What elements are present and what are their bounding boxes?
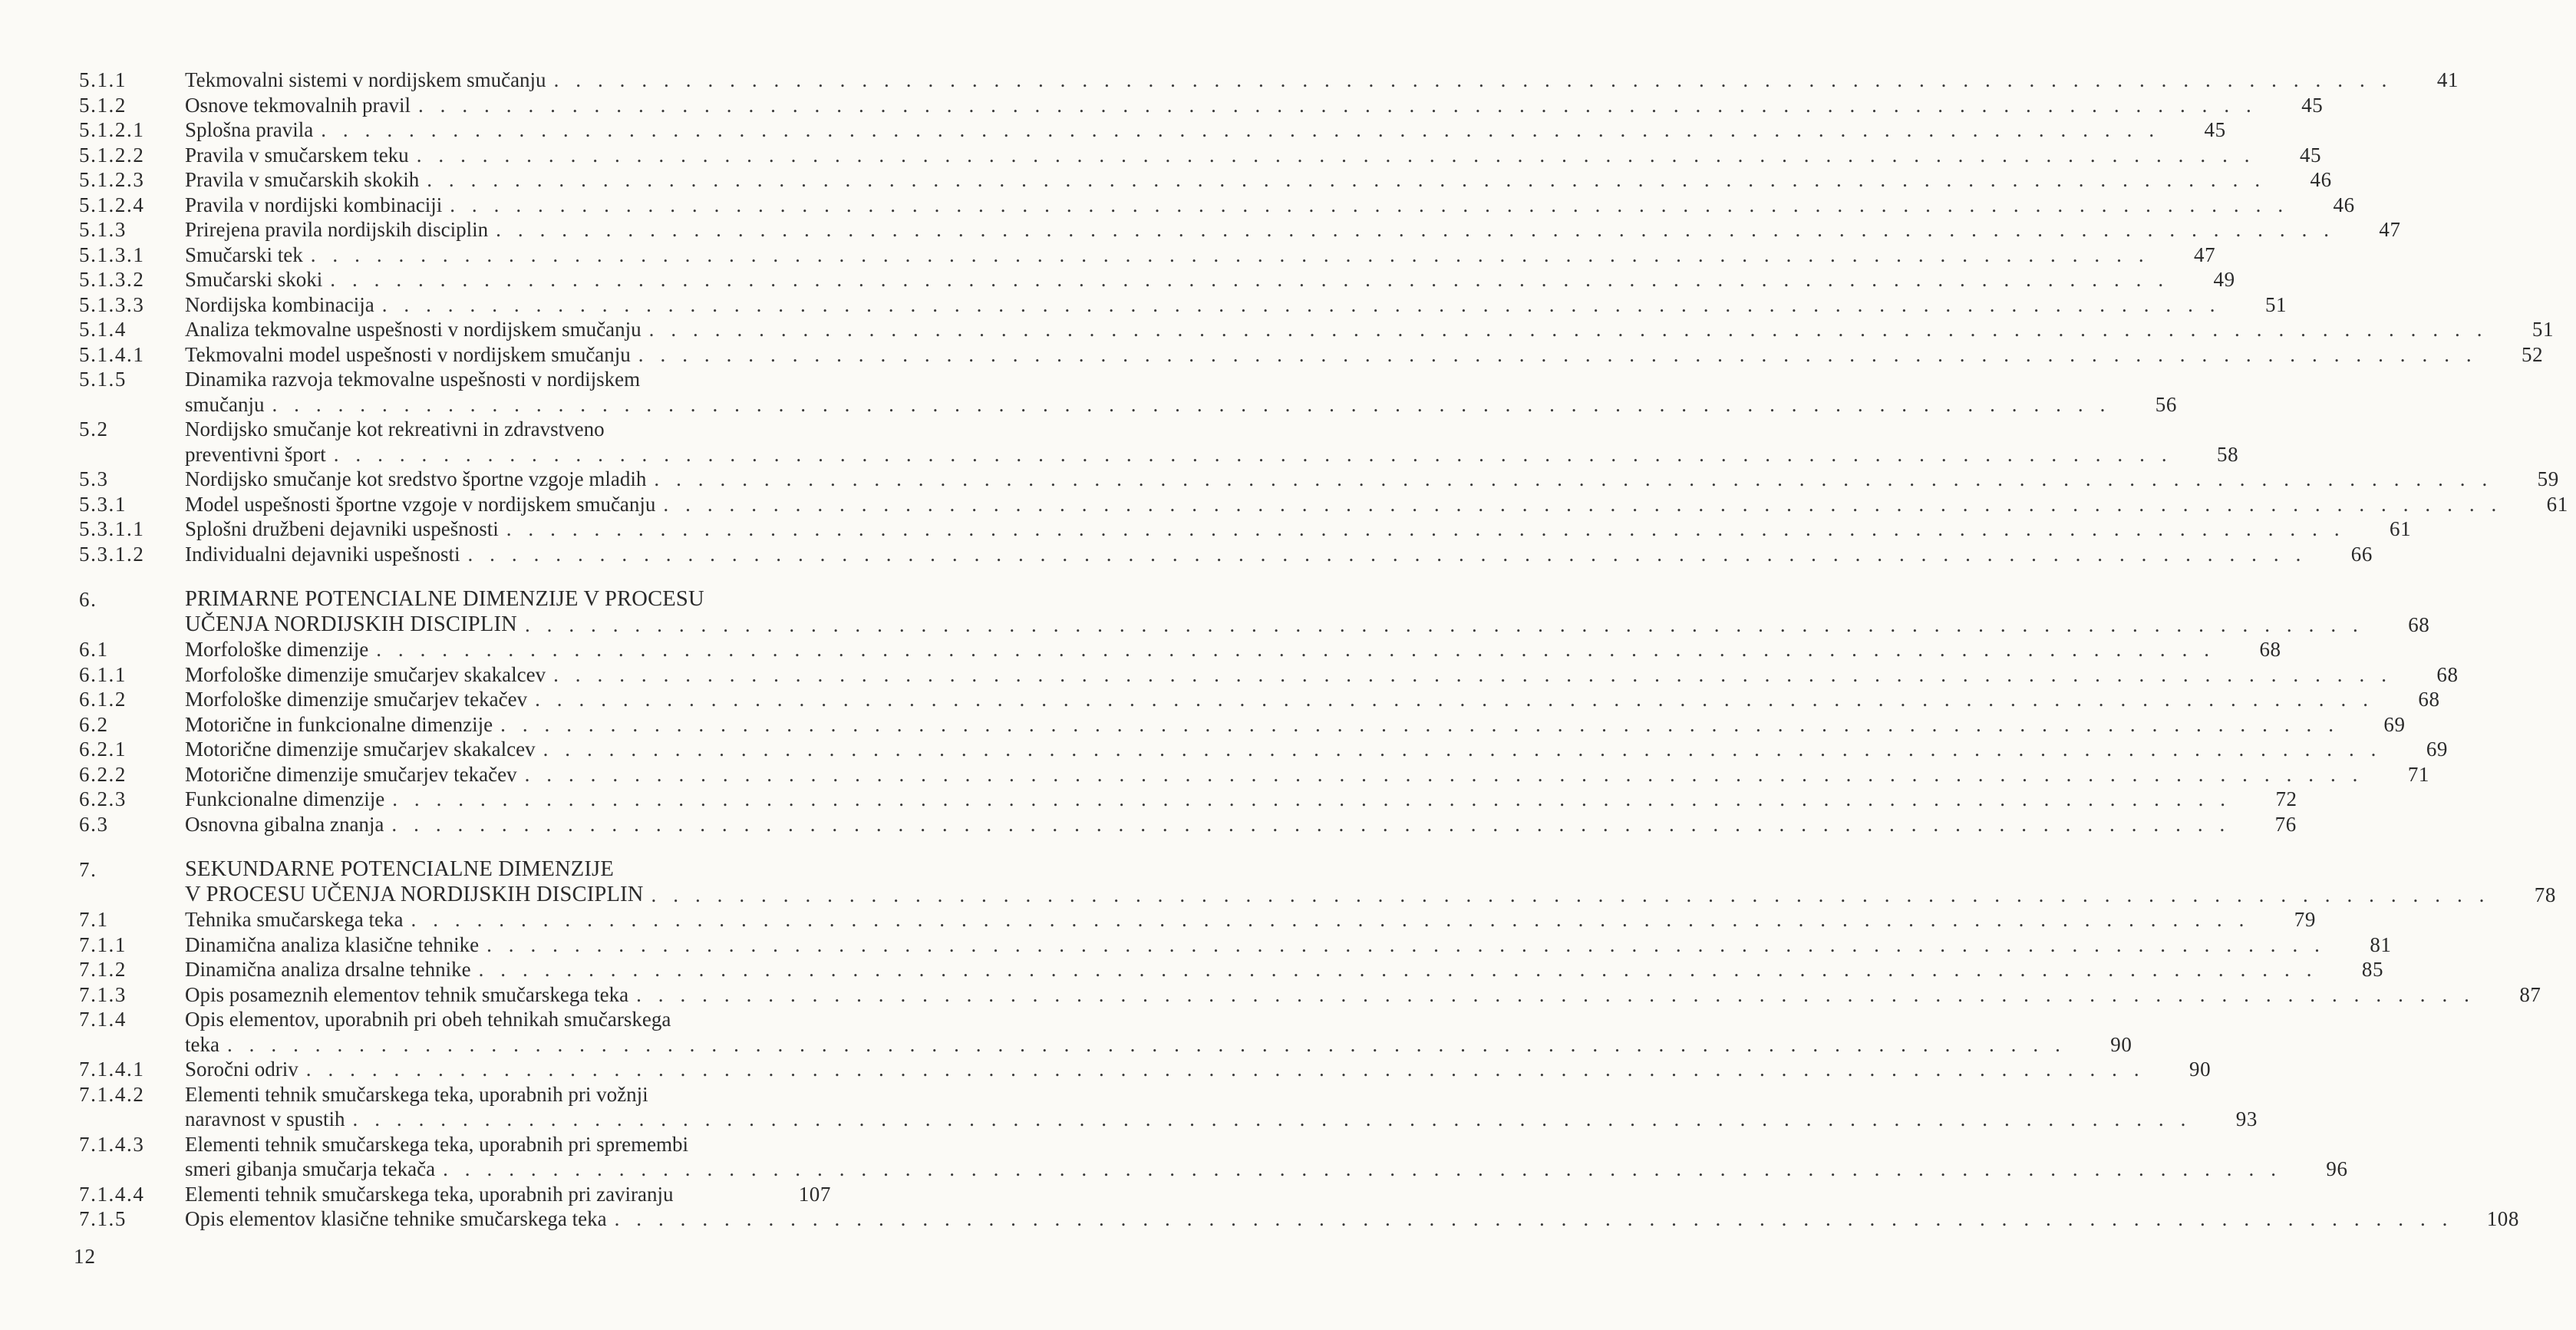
section-number: 5.1.2.2 (79, 143, 145, 167)
page-reference: 76 (2274, 812, 2297, 836)
section-title: Funkcionalne dimenzije (185, 787, 385, 810)
dot-leader: . . . . . . . . . . . . . . . . . . . . . . . . . . . . . . . . . . . . . . . . . . . . . . . . . . . . . . . . . . . . . . . . . . . . . . . . . . . . . . . . . . . . (654, 467, 2493, 490)
section-number: 6. (79, 588, 97, 611)
toc-entry (79, 1057, 2212, 1082)
toc-entry (79, 542, 2373, 567)
section-number: 5.1.3.1 (79, 243, 145, 266)
section-title: Dinamika razvoja tekmovalne uspešnosti v nordijskem (185, 368, 641, 391)
entry-line (185, 167, 2340, 193)
entry-line (185, 1082, 2265, 1107)
dot-leader: . . . . . . . . . . . . . . . . . . . . . . . . . . . . . . . . . . . . . . . . . . . . . . . . . . . . . . . . . . . . . . . . . . . . . . . . . . . . . . . . . . . . (376, 638, 2215, 661)
dot-leader: . . . . . . . . . . . . . . . . . . . . . . . . . . . . . . . . . . . . . . . . . . . . . . . . . . . . . . . . . . . . . . . . . . . . . . . . . . . . . . . . . . . . (333, 442, 2173, 466)
dot-leader: . . . . . . . . . . . . . . . . . . . . . . . . . . . . . . . . . . . . . . . . . . . . . . . . . . . . . . . . . . . . . . . . . . . . . . . . . . . . . . . . . . . . (381, 292, 2221, 316)
section-title: Tehnika smučarskega teka (185, 908, 404, 931)
page-reference: 93 (2235, 1107, 2258, 1130)
entry-body (185, 542, 2380, 567)
entry-line (185, 907, 2324, 932)
section-number: 7.1.3 (79, 982, 127, 1006)
section-number: 7.1.4.4 (79, 1182, 145, 1206)
entry-body (185, 492, 2576, 517)
section-title: Elementi tehnik smučarskega teka, uporabnih pri zaviranju (185, 1182, 674, 1206)
page-reference: 90 (2110, 1032, 2132, 1056)
section-number: 7.1.2 (79, 958, 127, 981)
section-number: 6.1.2 (79, 688, 127, 711)
entry-line (185, 492, 2576, 517)
toc-entry (79, 857, 2556, 907)
entry-line (185, 883, 2564, 908)
entry-body (185, 587, 2437, 637)
toc-entry (79, 762, 2430, 787)
entry-body (185, 367, 2185, 417)
entry-line (185, 857, 2564, 883)
page-reference: 78 (2534, 883, 2556, 906)
entry-body (185, 687, 2448, 712)
table-of-contents (79, 68, 2568, 1232)
entry-body (185, 292, 2294, 318)
entry-line (185, 516, 2419, 542)
entry-line (185, 117, 2234, 143)
dot-leader: . . . . . . . . . . . . . . . . . . . . . . . . . . . . . . . . . . . . . . . . . . . . . . . . . . . . . . . . . . . . . . . . . . . . . . . . . . . . . . . . . . . . (467, 542, 2307, 566)
section-title: Smučarski skoki (185, 268, 323, 291)
dot-leader: . . . . . . . . . . . . . . . . . . . . . . . . . . . . . . . . . . . . . . . . . . . . . . . . . . . . . . . . . . . . . . . . . . . . . . . . . . . . . . . . . . . . (500, 712, 2340, 736)
section-title: Splošni družbeni dejavniki uspešnosti (185, 517, 499, 540)
section-number: 7.1.4.2 (79, 1082, 145, 1106)
entry-line (185, 637, 2289, 662)
page-reference: 68 (2259, 638, 2281, 661)
section-number: 5.2 (79, 417, 109, 441)
page-reference: 46 (2310, 168, 2332, 191)
toc-entry (79, 292, 2287, 318)
section-title: smeri gibanja smučarja tekača (185, 1157, 436, 1180)
entry-line (185, 662, 2466, 688)
dot-leader: . . . . . . . . . . . . . . . . . . . . . . . . . . . . . . . . . . . . . . . . . . . . . . . . . . . . . . . . . . . . . . . . . . . . . . . . . . . . . . . . . . . . (417, 93, 2258, 117)
page-reference: 71 (2407, 762, 2430, 786)
entry-line (185, 1032, 2139, 1058)
page-reference: 96 (2326, 1157, 2348, 1180)
toc-entry (79, 217, 2401, 243)
dot-leader: . . . . . . . . . . . . . . . . . . . . . . . . . . . . . . . . . . . . . . . . . . . . . . . . . . . . . . . . . . . . . . . . . . . . . . . . . . . . . . . . . . . . (648, 318, 2489, 341)
section-number: 6.2.2 (79, 762, 127, 786)
dot-leader: . . . . . . . . . . . . . . . . . . . . . . . . . . . . . . . . . . . . . . . . . . . . . . . . . . . . . . . . . . . . . . . . . . . . . . . . . . . . . . . . . . . . (226, 1032, 2066, 1056)
entry-line (185, 243, 2223, 268)
entry-line (185, 542, 2380, 567)
entry-body (185, 93, 2330, 118)
entry-line (185, 143, 2329, 168)
section-title: Individualni dejavniki uspešnosti (185, 542, 460, 566)
entry-body (185, 1206, 2527, 1232)
page-reference: 47 (2379, 218, 2401, 241)
section-title: Osnovna gibalna znanja (185, 812, 384, 836)
section-title: Pravila v smučarskih skokih (185, 168, 420, 191)
section-title: Soročni odriv (185, 1058, 298, 1081)
entry-body (185, 342, 2551, 368)
toc-entry (79, 243, 2216, 268)
entry-line (185, 1157, 2356, 1182)
toc-entry (79, 907, 2316, 932)
page-reference: 68 (2418, 688, 2440, 711)
toc-entry (79, 982, 2541, 1008)
dot-leader: . . . . . . . . . . . . . . . . . . . . . . . . . . . . . . . . . . . . . . . . . . . . . . . . . . . . . . . . . . . . . . . . . . . . . . . . . . . . . . . . . . . . (478, 958, 2318, 981)
section-number: 5.3 (79, 467, 109, 490)
page-reference: 85 (2361, 958, 2384, 981)
toc-entry (79, 787, 2297, 812)
dot-leader: . . . . . . . . . . . . . . . . . . . . . . . . . . . . . . . . . . . . . . . . . . . . . . . . . . . . . . . . . . . . . . . . . . . . . . . . . . . . . . . . . . . . (321, 118, 2160, 141)
page-reference: 51 (2264, 292, 2287, 316)
entry-line (185, 193, 2363, 218)
entry-body (185, 243, 2223, 268)
entry-body (185, 193, 2363, 218)
entry-line (185, 267, 2243, 292)
dot-leader: . . . . . . . . . . . . . . . . . . . . . . . . . . . . . . . . . . . . . . . . . . . . . . . . . . . . . . . . . . . . . . . . . . . . . . . . . . . . . . . . . . . . (450, 193, 2289, 216)
section-number: 5.3.1 (79, 492, 127, 516)
toc-entry (79, 1182, 839, 1207)
dot-leader: . . . . . . . . . . . . . . . . . . . . . . . . . . . . . . . . . . . . . . . . . . . . . . . . . . . . . . . . . . . . . . . . . . . . . . . . . . . . . . . . . . . . (305, 1058, 2146, 1081)
page-reference: 41 (2436, 68, 2459, 91)
entry-body (185, 1082, 2265, 1132)
entry-body (185, 812, 2304, 837)
entry-body (185, 787, 2305, 812)
entry-line (185, 367, 2185, 392)
section-title: Dinamična analiza klasične tehnike (185, 932, 480, 956)
section-title: Osnove tekmovalnih pravil (185, 93, 411, 117)
page-reference: 46 (2333, 193, 2355, 216)
section-title: Elementi tehnik smučarskega teka, uporabnih pri spremembi (185, 1132, 689, 1156)
entry-line (185, 292, 2294, 318)
page-reference: 66 (2350, 542, 2373, 566)
entry-line (185, 68, 2466, 93)
section-title: teka (185, 1032, 219, 1056)
entry-body (185, 467, 2567, 492)
page-reference: 68 (2436, 662, 2459, 686)
entry-line (185, 467, 2567, 492)
toc-entry (79, 417, 2239, 467)
page-reference: 51 (2531, 318, 2555, 341)
entry-body (185, 762, 2437, 787)
toc-entry (79, 737, 2449, 762)
toc-entry (79, 812, 2297, 837)
entry-body (185, 417, 2246, 467)
section-title: Dinamična analiza drsalne tehnike (185, 958, 471, 981)
section-title: Pravila v nordijski kombinaciji (185, 193, 443, 216)
entry-line (185, 317, 2561, 342)
section-title: Tekmovalni model uspešnosti v nordijskem smučanju (185, 342, 631, 366)
toc-entry (79, 932, 2392, 958)
page-reference: 61 (2546, 492, 2568, 516)
section-title: SEKUNDARNE POTENCIALNE DIMENZIJE (185, 857, 614, 881)
section-title: Motorične in funkcionalne dimenzije (185, 712, 493, 736)
section-number: 5.1.1 (79, 68, 127, 91)
section-title: Pravila v smučarskem teku (185, 143, 409, 167)
section-number: 5.3.1.1 (79, 517, 145, 540)
toc-entry (79, 167, 2332, 193)
entry-line (185, 932, 2400, 958)
toc-entry (79, 516, 2412, 542)
dot-leader: . . . . . . . . . . . . . . . . . . . . . . . . . . . . . . . . . . . . . . . . . . . . . . . . . . . . . . . . . . . . . . . . . . . . . . . . . . . . . . . . . . . . (411, 908, 2250, 931)
section-number: 7.1.4.3 (79, 1132, 145, 1156)
entry-line (185, 712, 2413, 738)
entry-body (185, 1182, 839, 1207)
page-reference: 56 (2155, 392, 2177, 416)
toc-entry (79, 467, 2559, 492)
section-title: smučanju (185, 392, 265, 416)
entry-line (185, 1007, 2139, 1032)
toc-entry (79, 367, 2177, 417)
section-number: 5.1.2.1 (79, 118, 145, 141)
section-title: Motorične dimenzije smučarjev tekačev (185, 762, 517, 786)
entry-body (185, 143, 2329, 168)
toc-entry (79, 143, 2322, 168)
toc-entry (79, 1082, 2258, 1132)
page-reference: 68 (2408, 612, 2430, 636)
page-reference: 69 (2383, 712, 2406, 736)
entry-line (185, 787, 2305, 812)
dot-leader: . . . . . . . . . . . . . . . . . . . . . . . . . . . . . . . . . . . . . . . . . . . . . . . . . . . . . . . . . . . . . . . . . . . . . . . . . . . . . . . . . . . . (443, 1157, 2282, 1180)
section-number: 5.1.5 (79, 368, 127, 391)
dot-leader: . . . . . . . . . . . . . . . . . . . . . . . . . . . . . . . . . . . . . . . . . . . . . . . . . . . . . . . . . . . . . . . . . . . . . . . . . . . . . . . . . . . . (543, 738, 2383, 761)
page-reference: 108 (2486, 1207, 2520, 1230)
dot-leader: . . . . . . . . . . . . . . . . . . . . . . . . . . . . . . . . . . . . . . . . . . . . . . . . . . . . . . . . . . . . . . . . . . . . . . . . . . . . . . . . . . . . (416, 143, 2256, 167)
page-reference: 59 (2537, 467, 2559, 490)
dot-leader: . . . . . . . . . . . . . . . . . . . . . . . . . . . . . . . . . . . . . . . . . . . . . . . . . . . . . . . . . . . . . . . . . . . . . . . . . . . . . . . . . . . . (487, 932, 2326, 956)
page-reference: 87 (2519, 982, 2541, 1006)
dot-leader: . . . . . . . . . . . . . . . . . . . . . . . . . . . . . . . . . . . . . . . . . . . . . . . . . . . . . . . . . . . . . . . . . . . . . . . . . . . . . . . . . . . . (391, 812, 2231, 836)
toc-entry (79, 637, 2281, 662)
dot-leader: . . . . . . . . . . . . . . . . . . . . . . . . . . . . . . . . . . . . . . . . . . . . . . . . . . . . . . . . . . . . . . . . . . . . . . . . . . . . . . . . . . . . (553, 68, 2393, 91)
entry-line (185, 982, 2549, 1008)
dot-leader: . . . . . . . . . . . . . . . . . . . . . . . . . . . . . . . . . . . . . . . . . . . . . . . . . . . . . . . . . . . . . . . . . . . . . . . . . . . . . . . . . . . . (651, 883, 2490, 906)
toc-entry (79, 662, 2459, 688)
section-title: PRIMARNE POTENCIALNE DIMENZIJE V PROCESU (185, 587, 704, 611)
toc-entry (79, 957, 2384, 982)
dot-leader: . . . . . . . . . . . . . . . . . . . . . . . . . . . . . . . . . . . . . . . . . . . . . . . . . . . . . . . . . . . . . . . . . . . . . . . . . . . . . . . . . . . . (330, 268, 2169, 291)
section-title: Morfološke dimenzije (185, 638, 369, 661)
toc-entry (79, 1007, 2132, 1057)
section-title: Smučarski tek (185, 243, 303, 266)
toc-entry (79, 492, 2568, 517)
toc-entry (79, 193, 2355, 218)
section-title: V PROCESU UČENJA NORDIJSKIH DISCIPLIN (185, 882, 644, 906)
entry-line (185, 1057, 2218, 1082)
page-reference: 107 (798, 1182, 831, 1206)
page-reference: 45 (2204, 118, 2226, 141)
section-title: Analiza tekmovalne uspešnosti v nordijskem smučanju (185, 318, 642, 341)
section-title: Model uspešnosti športne vzgoje v nordijskem smučanju (185, 492, 656, 516)
dot-leader: . . . . . . . . . . . . . . . . . . . . . . . . . . . . . . . . . . . . . . . . . . . . . . . . . . . . . . . . . . . . . . . . . . . . . . . . . . . . . . . . . . . . (524, 762, 2364, 786)
dot-leader: . . . . . . . . . . . . . . . . . . . . . . . . . . . . . . . . . . . . . . . . . . . . . . . . . . . . . . . . . . . . . . . . . . . . . . . . . . . . . . . . . . . . (524, 612, 2364, 636)
section-number: 5.1.3 (79, 218, 127, 241)
entry-line (185, 957, 2391, 982)
entry-line (185, 442, 2246, 467)
section-title: Tekmovalni sistemi v nordijskem smučanju (185, 68, 546, 91)
entry-body (185, 117, 2234, 143)
section-number: 7. (79, 858, 97, 881)
section-title: Nordijska kombinacija (185, 292, 374, 316)
page-reference: 69 (2426, 738, 2449, 761)
toc-entry (79, 342, 2544, 368)
dot-leader: . . . . . . . . . . . . . . . . . . . . . . . . . . . . . . . . . . . . . . . . . . . . . . . . . . . . . . . . . . . . . . . . . . . . . . . . . . . . . . . . . . . . (663, 492, 2502, 516)
section-number: 7.1.4.1 (79, 1058, 145, 1081)
entry-line (185, 687, 2448, 712)
dot-leader: . . . . . . . . . . . . . . . . . . . . . . . . . . . . . . . . . . . . . . . . . . . . . . . . . . . . . . . . . . . . . . . . . . . . . . . . . . . . . . . . . . . . (636, 982, 2475, 1006)
section-title: Prirejena pravila nordijskih disciplin (185, 218, 489, 241)
section-number: 5.1.2.3 (79, 168, 145, 191)
page-reference: 52 (2522, 342, 2544, 366)
toc-entry (79, 93, 2324, 118)
dot-leader: . . . . . . . . . . . . . . . . . . . . . . . . . . . . . . . . . . . . . . . . . . . . . . . . . . . . . . . . . . . . . . . . . . . . . . . . . . . . . . . . . . . . (614, 1207, 2454, 1230)
section-title: Motorične dimenzije smučarjev skakalcev (185, 738, 536, 761)
section-title: Nordijsko smučanje kot sredstvo športne vzgoje mladih (185, 467, 647, 490)
dot-leader: . . . . . . . . . . . . . . . . . . . . . . . . . . . . . . . . . . . . . . . . . . . . . . . . . . . . . . . . . . . . . . . . . . . . . . . . . . . . . . . . . . . . (427, 168, 2266, 191)
section-title: Opis elementov, uporabnih pri obeh tehnikah smučarskega (185, 1008, 671, 1031)
entry-body (185, 957, 2391, 982)
entry-line (185, 342, 2551, 368)
section-title: Opis elementov klasične tehnike smučarskega teka (185, 1207, 607, 1230)
entry-body (185, 662, 2466, 688)
dot-leader: . . . . . . . . . . . . . . . . . . . . . . . . . . . . . . . . . . . . . . . . . . . . . . . . . . . . . . . . . . . . . . . . . . . . . . . . . . . . . . . . . . . . (392, 787, 2231, 810)
section-number: 6.1 (79, 638, 109, 661)
entry-line (185, 1182, 839, 1207)
toc-entry (79, 317, 2555, 342)
entry-line (185, 587, 2437, 612)
toc-entry (79, 687, 2440, 712)
section-title: Opis posameznih elementov tehnik smučarskega teka (185, 982, 629, 1006)
page-reference: 79 (2294, 908, 2316, 931)
entry-line (185, 1107, 2265, 1132)
entry-line (185, 1132, 2356, 1157)
entry-line (185, 417, 2246, 442)
page-reference: 49 (2213, 268, 2235, 291)
entry-body (185, 932, 2400, 958)
section-title: Nordijsko smučanje kot rekreativni in zdravstveno (185, 417, 605, 441)
section-number: 5.1.3.2 (79, 268, 145, 291)
entry-line (185, 612, 2437, 638)
entry-body (185, 1132, 2356, 1182)
section-title: naravnost v spustih (185, 1107, 345, 1130)
section-title: Morfološke dimenzije smučarjev skakalcev (185, 662, 546, 686)
dot-leader: . . . . . . . . . . . . . . . . . . . . . . . . . . . . . . . . . . . . . . . . . . . . . . . . . . . . . . . . . . . . . . . . . . . . . . . . . . . . . . . . . . . . (496, 218, 2335, 241)
section-title: preventivni šport (185, 442, 326, 466)
entry-body (185, 217, 2409, 243)
page-reference: 47 (2193, 243, 2216, 266)
section-number: 6.2.3 (79, 787, 127, 810)
page-reference: 45 (2299, 143, 2322, 167)
section-number: 7.1 (79, 908, 109, 931)
dot-leader: . . . . . . . . . . . . . . . . . . . . . . . . . . . . . . . . . . . . . . . . . . . . . . . . . . . . . . . . . . . . . . . . . . . . . . . . . . . . . . . . . . . . (272, 392, 2111, 416)
section-number: 5.1.4.1 (79, 342, 145, 366)
page-reference: 72 (2275, 787, 2297, 810)
page-reference: 45 (2301, 93, 2324, 117)
entry-line (185, 217, 2409, 243)
section-number: 5.1.2.4 (79, 193, 145, 216)
section-title: Elementi tehnik smučarskega teka, uporabnih pri vožnji (185, 1082, 648, 1106)
dot-leader: . . . . . . . . . . . . . . . . . . . . . . . . . . . . . . . . . . . . . . . . . . . . . . . . . . . . . . . . . . . . . . . . . . . . . . . . . . . . . . . . . . . . (553, 662, 2393, 686)
page-reference: 61 (2389, 517, 2412, 540)
dot-leader: . . . . . . . . . . . . . . . . . . . . . . . . . . . . . . . . . . . . . . . . . . . . . . . . . . . . . . . . . . . . . . . . . . . . . . . . . . . . . . . . . . . . (535, 688, 2374, 711)
entry-line (185, 392, 2185, 417)
entry-body (185, 712, 2413, 738)
section-number: 5.1.4 (79, 318, 127, 341)
section-number: 6.2.1 (79, 738, 127, 761)
entry-body (185, 1057, 2218, 1082)
section-number: 5.1.3.3 (79, 292, 145, 316)
entry-line (185, 93, 2330, 118)
section-title: Morfološke dimenzije smučarjev tekačev (185, 688, 528, 711)
entry-body (185, 857, 2564, 907)
entry-line (185, 737, 2456, 762)
entry-body (185, 68, 2466, 93)
toc-entry (79, 1132, 2348, 1182)
toc-entry (79, 712, 2406, 738)
page-number: 12 (74, 1245, 96, 1268)
section-number: 6.1.1 (79, 662, 127, 686)
entry-body (185, 907, 2324, 932)
toc-entry (79, 117, 2226, 143)
page-reference: 81 (2370, 932, 2392, 956)
section-number: 5.1.2 (79, 93, 127, 117)
entry-body (185, 167, 2340, 193)
entry-line (185, 1206, 2527, 1232)
section-number: 5.3.1.2 (79, 542, 145, 566)
entry-line (185, 812, 2304, 837)
section-number: 7.1.1 (79, 932, 127, 956)
toc-entry (79, 587, 2430, 637)
section-title: UČENJA NORDIJSKIH DISCIPLIN (185, 612, 517, 636)
toc-entry (79, 68, 2459, 93)
entry-body (185, 637, 2289, 662)
page-reference: 58 (2216, 442, 2239, 466)
entry-body (185, 267, 2243, 292)
toc-entry (79, 1206, 2520, 1232)
dot-leader: . . . . . . . . . . . . . . . . . . . . . . . . . . . . . . . . . . . . . . . . . . . . . . . . . . . . . . . . . . . . . . . . . . . . . . . . . . . . . . . . . . . . (352, 1107, 2192, 1130)
dot-leader: . . . . . . . . . . . . . . . . . . . . . . . . . . . . . . . . . . . . . . . . . . . . . . . . . . . . . . . . . . . . . . . . . . . . . . . . . . . . . . . . . . . . (638, 342, 2478, 366)
toc-entry (79, 267, 2235, 292)
section-number: 6.2 (79, 712, 109, 736)
page-reference: 90 (2189, 1058, 2212, 1081)
section-number: 7.1.4 (79, 1008, 127, 1031)
dot-leader: . . . . . . . . . . . . . . . . . . . . . . . . . . . . . . . . . . . . . . . . . . . . . . . . . . . . . . . . . . . . . . . . . . . . . . . . . . . . . . . . . . . . (506, 517, 2346, 540)
entry-body (185, 1007, 2139, 1057)
entry-line (185, 762, 2437, 787)
section-number: 7.1.5 (79, 1207, 127, 1230)
section-number: 6.3 (79, 812, 109, 836)
section-title: Splošna pravila (185, 118, 314, 141)
entry-body (185, 317, 2561, 342)
entry-body (185, 516, 2419, 542)
entry-body (185, 737, 2456, 762)
dot-leader: . . . . . . . . . . . . . . . . . . . . . . . . . . . . . . . . . . . . . . . . . . . . . . . . . . . . . . . . . . . . . . . . . . . . . . . . . . . . . . . . . . . . (310, 243, 2150, 266)
entry-body (185, 982, 2549, 1008)
